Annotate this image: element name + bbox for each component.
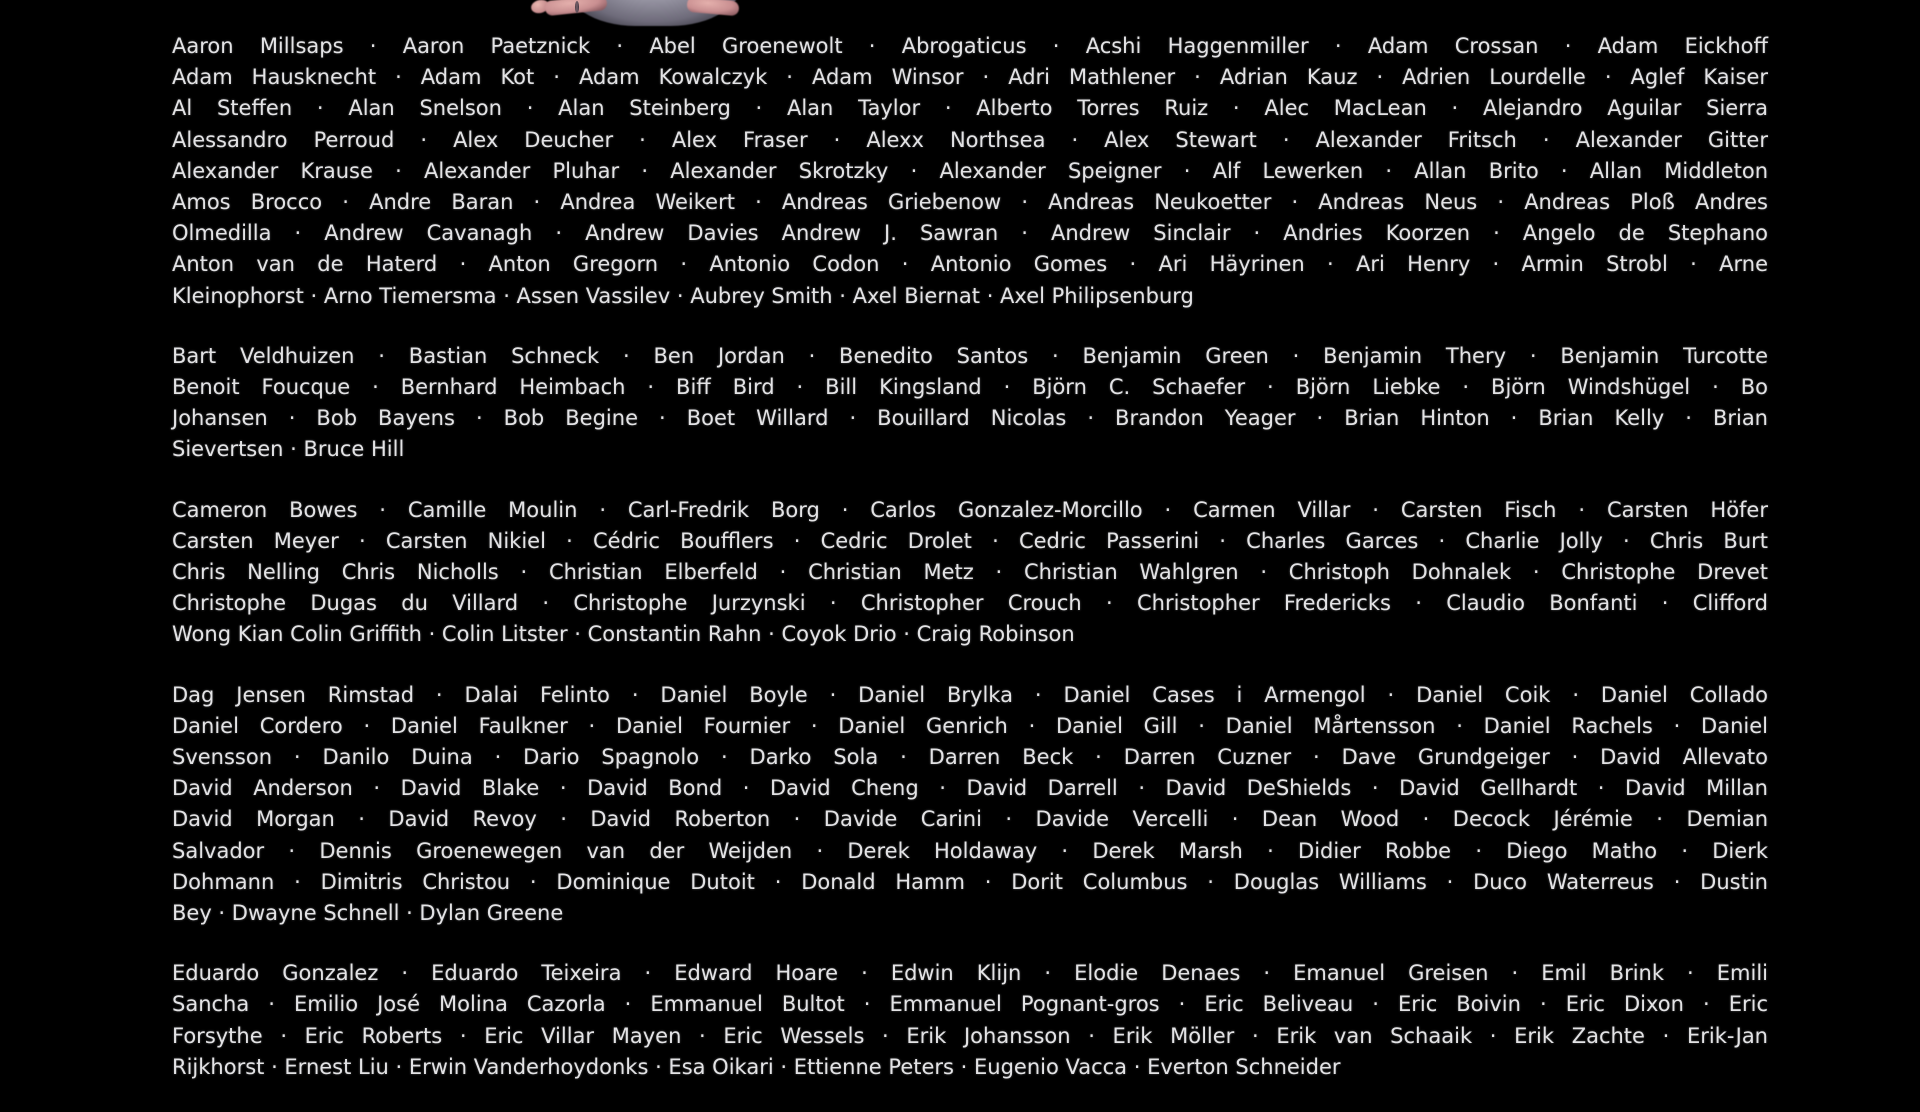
credits-line: Kleinophorst · Arno Tiemersma · Assen Vassilev · Aubrey Smith · Axel Biernat · Axel Philipsenburg <box>172 283 1194 308</box>
credits-line: Dag Jensen Rimstad · Dalai Felinto · Daniel Boyle · Daniel Brylka · Daniel Cases i Armengol · Daniel Coik · Daniel Collado <box>172 682 1768 707</box>
credits-line: Alessandro Perroud · Alex Deucher · Alex Fraser · Alexx Northsea · Alex Stewart · Alexander Fritsch · Alexander Gitter <box>172 127 1768 152</box>
rodent-right-paw <box>686 0 739 16</box>
credits-line: Sancha · Emilio José Molina Cazorla · Emmanuel Bultot · Emmanuel Pognant-gros · Eric Beliveau · Eric Boivin · Eric Dixon · Eric <box>172 992 1768 1017</box>
credits-line: Daniel Cordero · Daniel Faulkner · Daniel Fournier · Daniel Genrich · Daniel Gill · Daniel Mårtensson · Daniel Rachels · Daniel <box>172 713 1768 738</box>
credits-line: Svensson · Danilo Duina · Dario Spagnolo · Darko Sola · Darren Beck · Darren Cuzner · Dave Grundgeiger · David Allevato <box>172 745 1768 770</box>
credits-line: David Anderson · David Blake · David Bond · David Cheng · David Darrell · David DeShields · David Gellhardt · David Millan <box>172 776 1768 801</box>
credits-paragraph-B <box>172 341 1768 466</box>
credits-line: Carsten Meyer · Carsten Nikiel · Cédric Boufflers · Cedric Drolet · Cedric Passerini · Charles Garces · Charlie Jolly · Chris Burt <box>172 528 1768 553</box>
credits-line: Benoit Foucque · Bernhard Heimbach · Biff Bird · Bill Kingsland · Björn C. Schaefer · Björn Liebke · Björn Windshügel · Bo <box>172 375 1768 400</box>
credits-line: David Morgan · David Revoy · David Roberton · Davide Carini · Davide Vercelli · Dean Wood · Decock Jérémie · Demian <box>172 807 1768 832</box>
rodent-fur-body <box>563 0 743 26</box>
credits-line: Rijkhorst · Ernest Liu · Erwin Vanderhoydonks · Esa Oikari · Ettienne Peters · Eugenio Vacca · Everton Schneider <box>172 1054 1341 1079</box>
credits-line: Aaron Millsaps · Aaron Paetznick · Abel Groenewolt · Abrogaticus · Acshi Haggenmiller · Adam Crossan · Adam Eickhoff <box>172 34 1768 58</box>
credits-line: Forsythe · Eric Roberts · Eric Villar Mayen · Eric Wessels · Erik Johansson · Erik Möller · Erik van Schaaik · Erik Zachte · Erik-Jan <box>172 1023 1768 1048</box>
credits-line: Dohmann · Dimitris Christou · Dominique Dutoit · Donald Hamm · Dorit Columbus · Douglas Williams · Duco Waterreus · Dustin <box>172 869 1768 894</box>
credits-paragraph-C <box>172 495 1768 651</box>
credits-line: Cameron Bowes · Camille Moulin · Carl-Fredrik Borg · Carlos Gonzalez-Morcillo · Carmen Villar · Carsten Fisch · Carsten Höfer <box>172 497 1768 522</box>
credits-line: Adam Hausknecht · Adam Kot · Adam Kowalczyk · Adam Winsor · Adri Mathlener · Adrian Kauz · Adrien Lourdelle · Aglef Kaiser <box>172 65 1768 90</box>
credits-line: Eduardo Gonzalez · Eduardo Teixeira · Edward Hoare · Edwin Klijn · Elodie Denaes · Emanuel Greisen · Emil Brink · Emili <box>172 961 1768 986</box>
credits-paragraph-E <box>172 958 1768 1083</box>
rodent-character-image <box>545 0 760 28</box>
credits-line: Alexander Krause · Alexander Pluhar · Alexander Skrotzky · Alexander Speigner · Alf Lewerken · Allan Brito · Allan Middleton <box>172 158 1768 183</box>
credits-line: Johansen · Bob Bayens · Bob Begine · Boet Willard · Bouillard Nicolas · Brandon Yeager · Brian Hinton · Brian Kelly · Brian <box>172 406 1768 431</box>
credits-paragraph-A <box>172 31 1768 312</box>
credits-line: Anton van de Haterd · Anton Gregorn · Antonio Codon · Antonio Gomes · Ari Häyrinen · Ari Henry · Armin Strobl · Arne <box>172 252 1768 277</box>
credits-line: Christophe Dugas du Villard · Christophe Jurzynski · Christopher Crouch · Christopher Fredericks · Claudio Bonfanti · Clifford <box>172 591 1768 616</box>
credits-line: Olmedilla · Andrew Cavanagh · Andrew Davies Andrew J. Sawran · Andrew Sinclair · Andries Koorzen · Angelo de Stephano <box>172 221 1768 246</box>
credits-roll <box>172 31 1768 1112</box>
credits-line: Chris Nelling Chris Nicholls · Christian Elberfeld · Christian Metz · Christian Wahlgren · Christoph Dohnalek · Christophe Drevet <box>172 560 1768 585</box>
rodent-left-paw <box>544 0 607 16</box>
credits-line: Salvador · Dennis Groenewegen van der Weijden · Derek Holdaway · Derek Marsh · Didier Robbe · Diego Matho · Dierk <box>172 838 1768 863</box>
credits-line: Al Steffen · Alan Snelson · Alan Steinberg · Alan Taylor · Alberto Torres Ruiz · Alec MacLean · Alejandro Aguilar Sierra <box>172 96 1768 121</box>
credits-line: Amos Brocco · Andre Baran · Andrea Weikert · Andreas Griebenow · Andreas Neukoetter · Andreas Neus · Andreas Ploß Andres <box>172 190 1768 215</box>
credits-line: Bart Veldhuizen · Bastian Schneck · Ben Jordan · Benedito Santos · Benjamin Green · Benjamin Thery · Benjamin Turcotte <box>172 343 1768 368</box>
rodent-paw-ring <box>575 1 579 13</box>
credits-paragraph-D <box>172 680 1768 930</box>
credits-line: Bey · Dwayne Schnell · Dylan Greene <box>172 901 564 926</box>
rodent-paw-finger <box>530 0 551 15</box>
credits-line: Sievertsen · Bruce Hill <box>172 437 405 462</box>
credits-line: Wong Kian Colin Griffith · Colin Litster · Constantin Rahn · Coyok Drio · Craig Robinson <box>172 622 1075 647</box>
